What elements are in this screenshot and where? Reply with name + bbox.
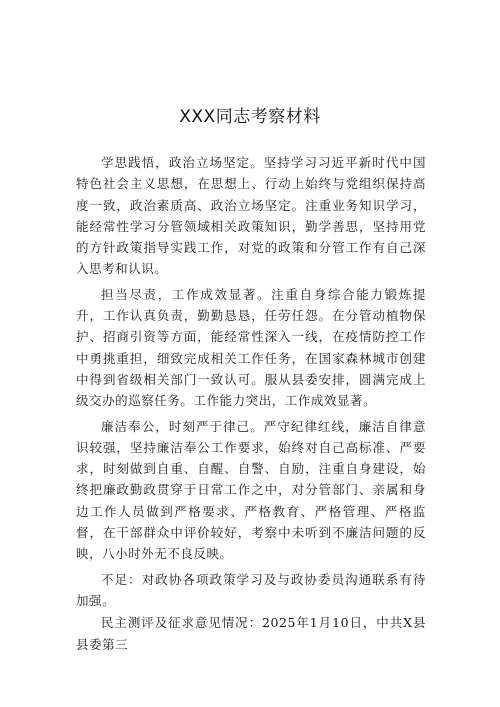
paragraph-political-stance: 学思践悟，政治立场坚定。坚持学习习近平新时代中国特色社会主义思想，在思想上、行动上始终与党组织保持高度一致，政治素质高、政治立场坚定。注重业务知识学习，能经常性学习分管领域相关政策知识，勤学善思，坚持用党的方针政策指导实践工作，对党的政策和分管工作有自己深入思考和认识。 xyxy=(76,155,426,277)
document-body xyxy=(76,152,426,659)
paragraph-evaluation: 民主测评及征求意见情况：2025年1月10日，中共X县县委第三 xyxy=(76,615,426,652)
document-title: XXX同志考察材料 xyxy=(179,107,321,127)
paragraph-integrity: 廉洁奉公，时刻严于律己。严守纪律红线，廉洁自律意识较强，坚持廉洁奉公工作要求，始终对自己高标准、严要求，时刻做到自重、自醒、自警、自励，注重自身建设，始终把廉政勤政贯穿于日常工作之中，对分管部门、亲属和身边工作人员做到严格要求、严格教育、严格管理、严格监督，在干部群众中评价较好，考察中未听到不廉洁问题的反映，八小时外无不良反映。 xyxy=(76,418,426,562)
paragraph-work-performance: 担当尽责，工作成效显著。注重自身综合能力锻炼提升，工作认真负责，勤勤恳恳，任劳任怨。在分管动植物保护、招商引资等方面，能经常性深入一线，在疫情防控工作中勇挑重担，细致完成相关工作任务，在国家森林城市创建中得到省级相关部门一致认可。服从县委安排，圆满完成上级交办的巡察任务。工作能力突出，工作成效显著。 xyxy=(76,286,426,409)
paragraph-shortcomings: 不足：对政协各项政策学习及与政协委员沟通联系有待加强。 xyxy=(76,571,426,608)
